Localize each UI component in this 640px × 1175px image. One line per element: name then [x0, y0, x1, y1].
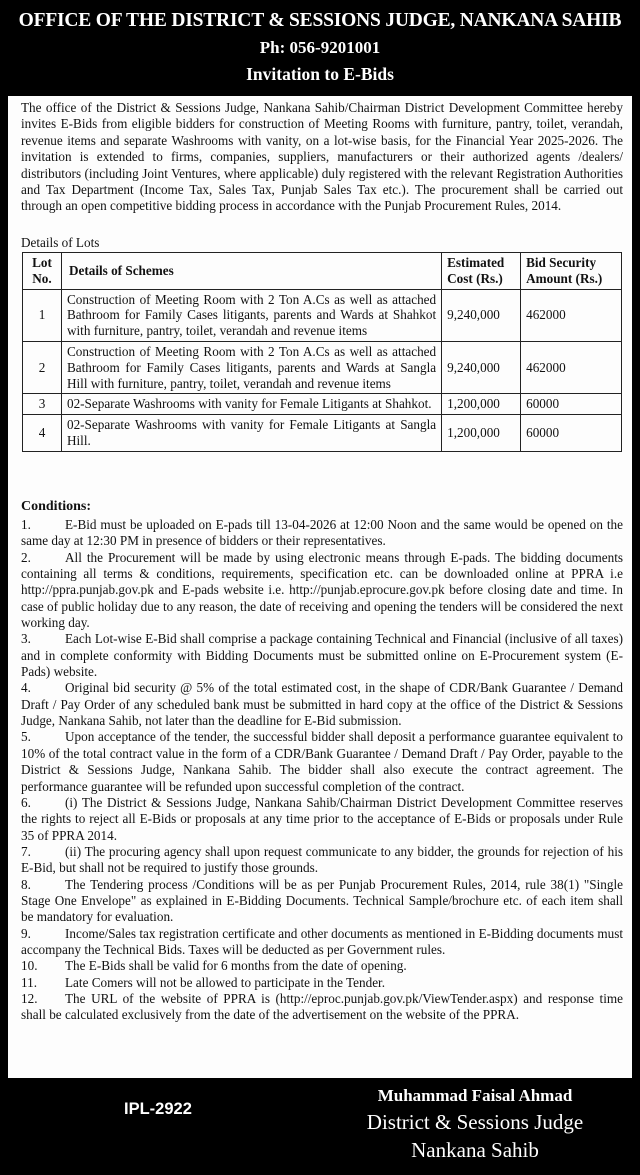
lot-security: 462000 [521, 341, 622, 393]
lot-cost: 9,240,000 [442, 289, 521, 341]
condition-text: Original bid security @ 5% of the total estimated cost, in the shape of CDR/Bank Guarantee / Demand Draft / Pay Order of any scheduled bank must be submitted in hard copy at the office of the District & Sessions Judge, Nankana Sahib, not later than the deadline for E-Bid submission. [21, 680, 623, 729]
col-estimated-cost: Estimated Cost (Rs.) [442, 253, 521, 290]
condition-item [21, 926, 623, 959]
table-header-row [23, 253, 622, 290]
condition-item [21, 631, 623, 680]
lot-cost: 1,200,000 [442, 415, 521, 452]
condition-number: 4. [21, 680, 31, 696]
advert-body [8, 96, 632, 1078]
condition-text: Income/Sales tax registration certificate and other documents as mentioned in E-Bidding documents must accompany the Technical Bids. Taxes will be deducted as per Government rules. [21, 925, 623, 957]
condition-text: Each Lot-wise E-Bid shall comprise a package containing Technical and Financial (inclusive of all taxes) and in complete conformity with Bidding Documents must be submitted online on E-Procurement system (E-Pads) website. [21, 631, 623, 680]
col-lot-no: Lot No. [23, 253, 62, 290]
condition-item [21, 975, 623, 991]
advert-header [0, 0, 640, 96]
lots-label: Details of Lots [21, 235, 100, 250]
condition-item [21, 795, 623, 844]
condition-number: 1. [21, 517, 31, 532]
lot-security: 60000 [521, 394, 622, 415]
condition-number: 11. [21, 974, 37, 990]
condition-text: The URL of the website of PPRA is (http://eproc.punjab.gov.pk/ViewTender.aspx) and response time shall be calculated exclusively from the date of the advertisement on the website of the PPRA. [21, 990, 623, 1023]
condition-text: (ii) The procuring agency shall upon request communicate to any bidder, the grounds for rejection of his E-Bid, but shall not be required to justify those grounds. [21, 843, 623, 876]
lots-table [22, 252, 622, 452]
lot-cost: 1,200,000 [442, 394, 521, 415]
condition-number: 9. [21, 925, 31, 941]
condition-item [21, 680, 623, 729]
lot-number: 2 [23, 341, 62, 393]
condition-text: Late Comers will not be allowed to participate in the Tender. [65, 974, 386, 990]
lot-number: 4 [23, 415, 62, 452]
condition-item [21, 729, 623, 794]
condition-text: All the Procurement will be made by using electronic means through E-pads. The bidding documents containing all terms & conditions, requirements, specification etc. can be downloaded online at PPRA i.e http://ppra.punjab.gov.pk and E-pads website i.e. http://punjab.eprocure.gov.pk before closing date and time. In case of public holiday due to any reason, the date of receiving and opening the tenders will be considered the next working day. [21, 549, 623, 631]
condition-text: (i) The District & Sessions Judge, Nankana Sahib/Chairman District Development Committee reserves the rights to reject all E-Bids or proposals at any time prior to the acceptance of E-Bids or proposals under Rule 35 of PPRA 2014. [21, 794, 623, 843]
table-row [23, 394, 622, 415]
lot-details: Construction of Meeting Room with 2 Ton A.Cs as well as attached Bathroom for Family Cases litigants, parents and Wards at Sangla Hill with furniture, pantry, toilet, verandah and revenue items [61, 341, 441, 393]
lot-details: 02-Separate Washrooms with vanity for Female Litigants at Shahkot. [61, 394, 441, 415]
conditions-list [21, 517, 623, 1024]
office-phone: Ph: 056-9201001 [259, 38, 381, 57]
signatory-name: Muhammad Faisal Ahmad [377, 1086, 573, 1105]
office-title: OFFICE OF THE DISTRICT & SESSIONS JUDGE, NANKANA SAHIB [18, 10, 622, 31]
condition-item [21, 550, 623, 632]
condition-item [21, 877, 623, 926]
condition-item [21, 844, 623, 877]
table-row [23, 289, 622, 341]
col-details: Details of Schemes [61, 253, 441, 290]
intro-paragraph: The office of the District & Sessions Judge, Nankana Sahib/Chairman District Development Committee hereby invites E-Bids from eligible bidders for construction of Meeting Rooms with furniture, pantry, toilet, verandah, revenue items and separate Washrooms with vanity, on a lot-wise basis, for the Financial Year 2025-2026. The invitation is extended to firms, companies, suppliers, manufacturers or their authorized agents /dealers/ distributors (including Joint Ventures, where applicable) duly registered with the relevant Registration Authorities and Tax Department (Income Tax, Sales Tax, Punjab Sales Tax etc.). The procurement shall be carried out through an open competitive bidding process in accordance with the Punjab Procurement Rules, 2014. [21, 100, 623, 214]
condition-number: 6. [21, 794, 31, 810]
lot-number: 1 [23, 289, 62, 341]
condition-number: 5. [21, 729, 31, 745]
condition-item [21, 991, 623, 1024]
condition-number: 8. [21, 876, 31, 892]
lot-security: 462000 [521, 289, 622, 341]
lot-security: 60000 [521, 415, 622, 452]
condition-text: E-Bid must be uploaded on E-pads till 13-04-2026 at 12:00 Noon and the same would be opened on the same day at 12:30 PM in presence of bidders or their representatives. [21, 517, 623, 549]
table-row [23, 341, 622, 393]
condition-number: 2. [21, 549, 31, 565]
condition-number: 7. [21, 843, 31, 859]
advert-subtitle: Invitation to E-Bids [246, 64, 394, 84]
condition-text: The E-Bids shall be valid for 6 months from the date of opening. [65, 958, 407, 974]
lot-details: Construction of Meeting Room with 2 Ton A.Cs as well as attached Bathroom for Family Cases litigants, parents and Wards at Shahkot with furniture, pantry, toilet, verandah and revenue items [61, 289, 441, 341]
table-row [23, 415, 622, 452]
condition-text: The Tendering process /Conditions will be as per Punjab Procurement Rules, 2014, rule 38(1) "Single Stage One Envelope" as explained in E-Bidding Documents. Technical Sample/brochure etc. of each item shall be mandatory for evaluation. [21, 876, 623, 925]
signatory-title: District & Sessions Judge [366, 1110, 584, 1134]
col-bid-security: Bid Security Amount (Rs.) [521, 253, 622, 290]
lot-number: 3 [23, 394, 62, 415]
lot-cost: 9,240,000 [442, 341, 521, 393]
conditions-heading: Conditions: [21, 499, 92, 514]
condition-item [21, 958, 623, 974]
condition-number: 12. [21, 990, 38, 1006]
advert-footer [0, 1078, 640, 1175]
condition-number: 3. [21, 631, 31, 647]
signatory-place: Nankana Sahib [411, 1138, 539, 1162]
ipl-code: IPL-2922 [124, 1100, 192, 1118]
condition-item [21, 517, 623, 550]
lot-details: 02-Separate Washrooms with vanity for Female Litigants at Sangla Hill. [61, 415, 441, 452]
condition-number: 10. [21, 958, 38, 974]
condition-text: Upon acceptance of the tender, the successful bidder shall deposit a performance guarantee equivalent to 10% of the total contract value in the form of a CDR/Bank Guarantee / Demand Draft / Pay Order, payable to the District & Sessions Judge, Nankana Sahib. The bidder shall also execute the contract agreement. The performance guarantee will be refunded upon successful completion of the contract. [21, 729, 623, 794]
